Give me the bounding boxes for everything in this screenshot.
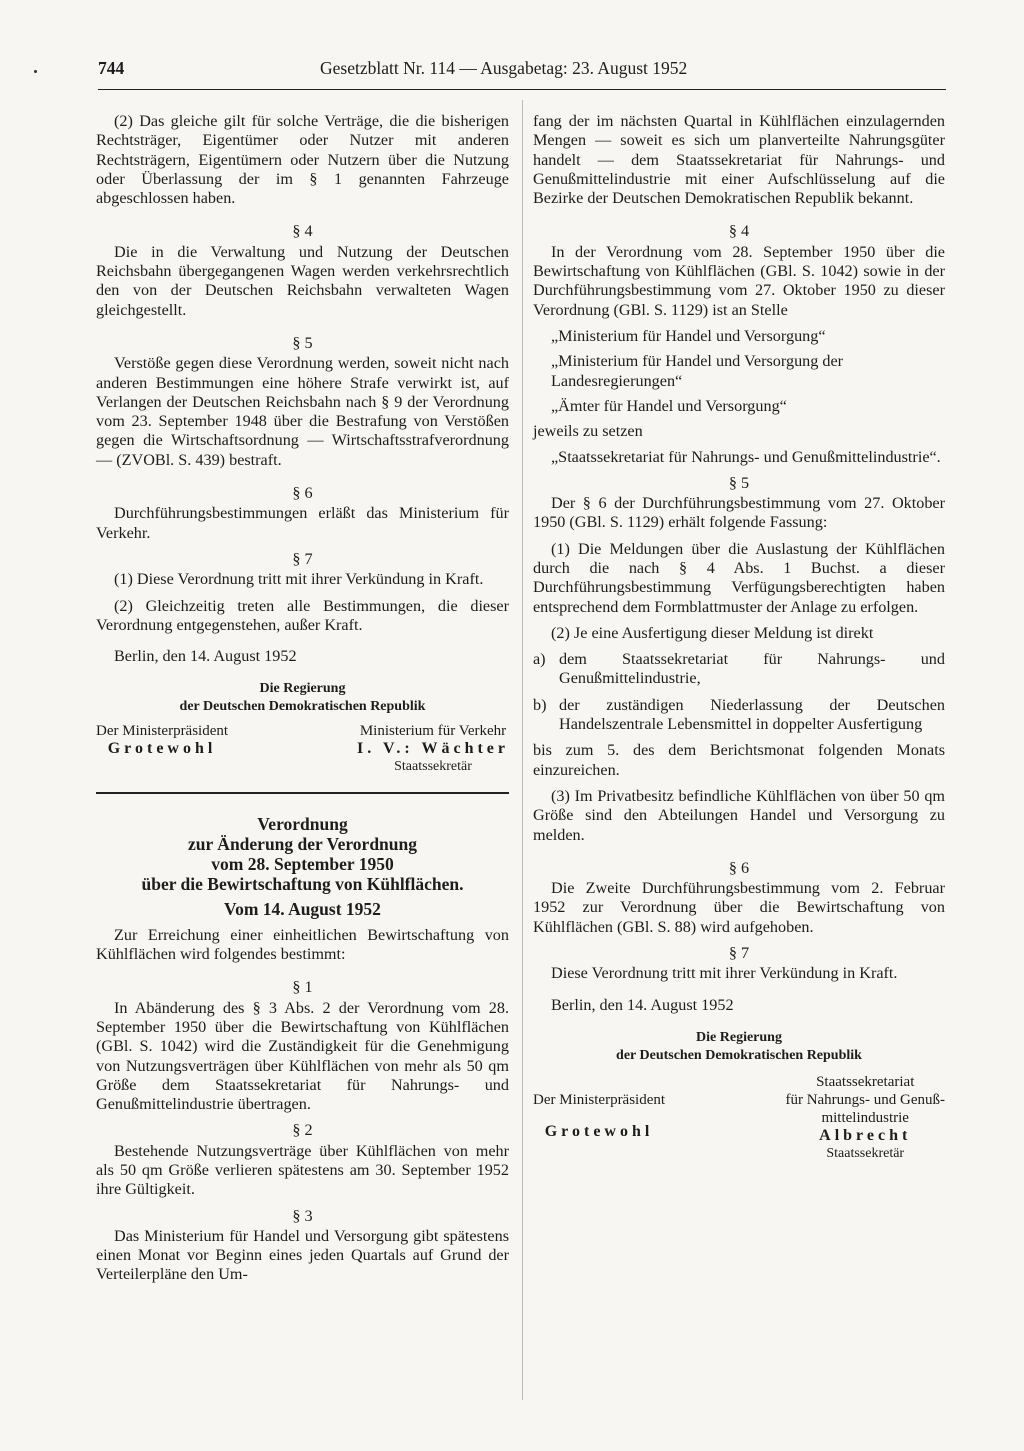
section-heading: § 6 <box>292 484 313 503</box>
left-column <box>96 112 509 1292</box>
paragraph: (3) Im Privatbesitz befindliche Kühlflächen von über 50 qm Größe sind den Abteilungen Handel und Versorgung zu melden. <box>533 786 945 844</box>
signer-role: Staatssekretariat <box>816 1073 915 1090</box>
signature-right <box>785 1073 945 1163</box>
signature-block <box>96 722 509 776</box>
section-heading: § 3 <box>292 1206 313 1225</box>
paragraph: (1) Diese Verordnung tritt mit ihrer Verkündung in Kraft. <box>114 570 484 589</box>
place-date: Berlin, den 14. August 1952 <box>551 995 734 1014</box>
section-separator <box>96 792 509 794</box>
government-line: Die Regierung <box>259 681 346 697</box>
signer-name: Albrecht <box>819 1126 912 1144</box>
signer-title: Staatssekretär <box>826 1145 905 1161</box>
place-date: Berlin, den 14. August 1952 <box>114 647 297 666</box>
quoted-term: „Ämter für Handel und Versorgung“ <box>551 396 787 415</box>
list-text: der zuständigen Niederlassung der Deutschen Handelszentrale Lebensmittel in doppelter Ausfertigung <box>559 695 945 734</box>
paragraph: jeweils zu setzen <box>533 422 643 441</box>
paragraph: In der Verordnung vom 28. September 1950 über die Bewirtschaftung von Kühlflächen (GBl. S. 1042) sowie in der Durchführungsbestimmung vom 27. Oktober 1950 zu dieser Verordnung (GBl. S. 1129) ist an Stelle <box>533 242 945 319</box>
signer-name: Grotewohl <box>107 740 217 758</box>
paragraph: Verstöße gegen diese Verordnung werden, soweit nicht nach anderen Bestimmungen eine höhere Strafe verwirkt ist, auf Verlangen der Deutschen Reichsbahn nach § 9 der Verordnung vom 23. September 1948 über die Bestrafung von Verstößen gegen die Wirtschaftsordnung — Wirtschaftsstrafverordnung — (ZVOBl. S. 439) bestraft. <box>96 354 509 469</box>
column-divider <box>522 100 523 1400</box>
section-heading: § 5 <box>292 333 313 352</box>
section-heading: § 4 <box>728 222 750 241</box>
page-header <box>98 58 946 88</box>
list-text: dem Staatssekretariat für Nahrungs- und Genußmittelindustrie, <box>559 650 945 688</box>
signer-role: Der Ministerpräsident <box>96 723 229 740</box>
right-column <box>533 112 945 1163</box>
signer-role: für Nahrungs- und Genuß- <box>785 1091 945 1108</box>
list-item <box>533 650 945 689</box>
ordinance-title: zur Änderung der Verordnung <box>187 834 417 855</box>
government-line: der Deutschen Demokratischen Republik <box>616 1047 862 1063</box>
scan-speck <box>34 70 37 73</box>
paragraph: In Abänderung des § 3 Abs. 2 der Verordnung vom 28. September 1950 über die Bewirtschaftung von Kühlflächen (GBl. S. 1042) wird die Zuständigkeit für die Genehmigung von Nutzungsverträgen über Kühlflächen von mehr als 50 qm Größe dem Staatssekretariat für Nahrungs- und Genußmittelindustrie übertragen. <box>96 998 509 1114</box>
paragraph: Diese Verordnung tritt mit ihrer Verkündung in Kraft. <box>551 964 898 983</box>
signer-name: Grotewohl <box>544 1122 654 1140</box>
paragraph: (2) Je eine Ausfertigung dieser Meldung ist direkt <box>551 623 874 642</box>
list-item <box>533 696 945 735</box>
paragraph: Bestehende Nutzungsverträge über Kühlflächen von mehr als 50 qm Größe verlieren spätestens am 30. September 1952 ihre Gültigkeit. <box>96 1141 509 1199</box>
government-line: Die Regierung <box>696 1029 782 1045</box>
section-heading: § 2 <box>292 1121 313 1140</box>
ordinance-title: Verordnung <box>257 814 348 835</box>
paragraph: Der § 6 der Durchführungsbestimmung vom 27. Oktober 1950 (GBl. S. 1129) erhält folgende Fassung: <box>533 494 945 532</box>
paragraph: Das Ministerium für Handel und Versorgung gibt spätestens einen Monat vor Beginn eines jeden Quartals auf Grund der Verteilerpläne den Um- <box>96 1226 509 1284</box>
paragraph: (2) Gleichzeitig treten alle Bestimmungen, die dieser Verordnung entgegenstehen, außer Kraft. <box>96 596 509 634</box>
paragraph: (2) Das gleiche gilt für solche Verträge, die die bisherigen Rechtsträger, Eigentümer oder Nutzer mit anderen Rechtsträgern, Eigentümern oder Nutzern über die Nutzung oder Überlassung der im § 1 genannten Fahrzeuge abgeschlossen haben. <box>96 112 509 208</box>
paragraph: Zur Erreichung einer einheitlichen Bewirtschaftung von Kühlflächen wird folgendes bestimmt: <box>96 925 509 964</box>
section-heading: § 7 <box>728 943 750 962</box>
section-heading: § 7 <box>292 549 313 568</box>
paragraph: (1) Die Meldungen über die Auslastung der Kühlflächen durch die nach § 4 Abs. 1 Buchst. a dieser Durchführungsbestimmung Verfügungsberechtigten haben entsprechend dem Formblattmuster der Anlage zu erfolgen. <box>533 539 945 616</box>
signature-left <box>533 1073 665 1163</box>
quoted-term: „Ministerium für Handel und Versorgung“ <box>551 326 826 345</box>
header-rule <box>98 89 946 90</box>
ordinance-title: vom 28. September 1950 <box>211 854 394 875</box>
gazette-title: Gesetzblatt Nr. 114 — Ausgabetag: 23. August 1952 <box>320 58 688 78</box>
page-number: 744 <box>98 58 125 78</box>
list-label: b) <box>533 695 547 714</box>
signature-left <box>96 722 228 776</box>
signer-title: Staatssekretär <box>394 759 472 775</box>
signer-name: I. V.: Wächter <box>357 740 509 758</box>
paragraph: bis zum 5. des dem Berichtsmonat folgenden Monats einzureichen. <box>533 741 945 779</box>
signer-role: Ministerium für Verkehr <box>359 723 507 740</box>
ordinance-title: über die Bewirtschaftung von Kühlflächen. <box>141 874 464 895</box>
quoted-term: „Ministerium für Handel und Versorgung der Landesregierungen“ <box>551 352 844 390</box>
signer-role: Der Ministerpräsident <box>533 1091 666 1108</box>
section-heading: § 4 <box>292 222 313 241</box>
section-heading: § 6 <box>728 858 750 877</box>
ordinance-date: Vom 14. August 1952 <box>224 899 381 920</box>
government-line: der Deutschen Demokratischen Republik <box>179 699 426 715</box>
list-label: a) <box>533 650 546 669</box>
section-heading: § 1 <box>292 978 313 997</box>
signature-right <box>357 722 509 776</box>
paragraph: Die Zweite Durchführungsbestimmung vom 2. Februar 1952 zur Verordnung über die Bewirtschaftung von Kühlflächen (GBl. S. 88) wird aufgehoben. <box>533 879 945 936</box>
paragraph: Durchführungsbestimmungen erläßt das Ministerium für Verkehr. <box>96 504 509 542</box>
signature-block <box>533 1073 945 1163</box>
signer-role: mittelindustrie <box>821 1109 909 1126</box>
quoted-term: „Staatssekretariat für Nahrungs- und Genußmittelindustrie“. <box>551 448 941 467</box>
paragraph: fang der im nächsten Quartal in Kühlflächen einzulagernden Mengen — soweit es sich um planverteilte Nahrungsgüter handelt — dem Staatssekretariat für Nahrungs- und Genußmittelindustrie mit einer Aufschlüsselung auf die Bezirke der Deutschen Demokratischen Republik bekannt. <box>533 112 945 208</box>
section-heading: § 5 <box>728 473 750 492</box>
paragraph: Die in die Verwaltung und Nutzung der Deutschen Reichsbahn übergegangenen Wagen werden verkehrsrechtlich den von der Deutschen Reichsbahn verwalteten Wagen gleichgestellt. <box>96 242 509 319</box>
